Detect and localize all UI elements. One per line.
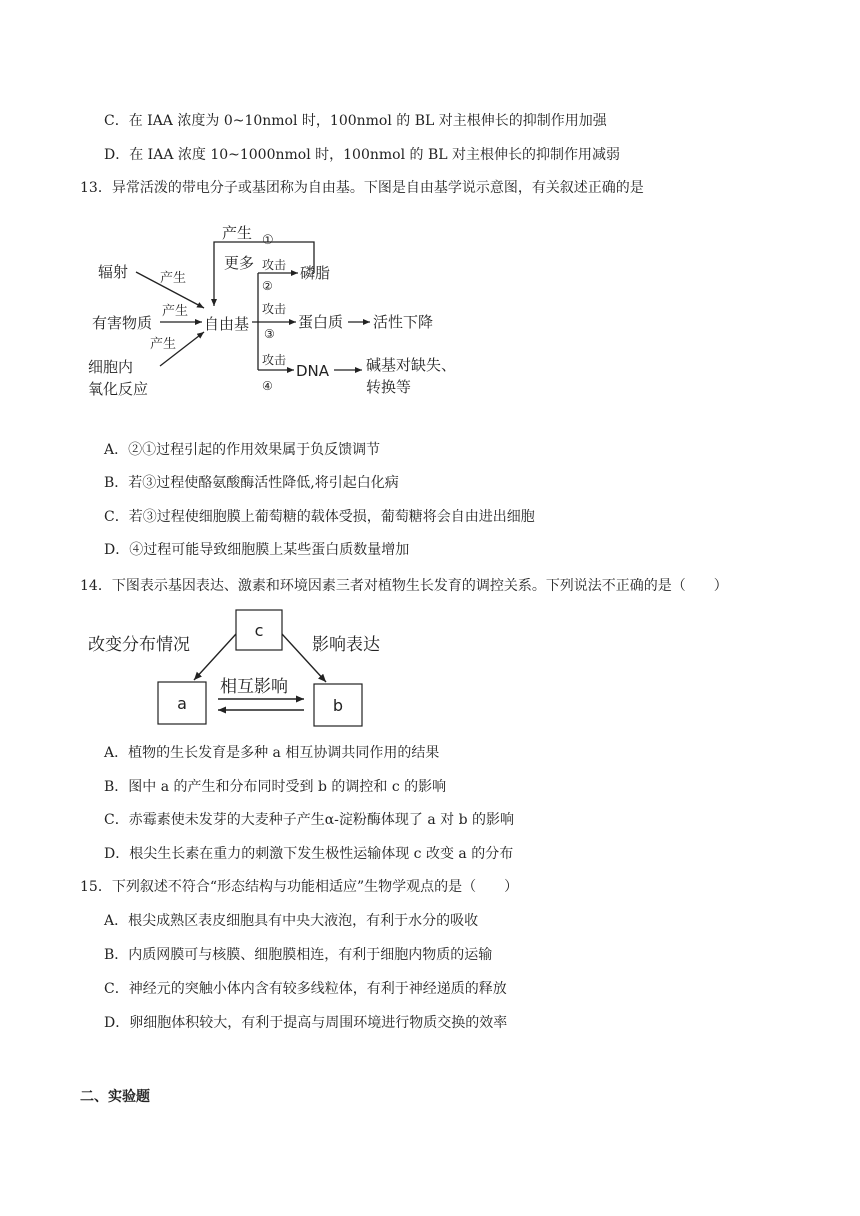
free-radical: 自由基	[204, 315, 250, 333]
q15-option-d: D．卵细胞体积较大，有利于提高与周围环境进行物质交换的效率	[104, 1015, 508, 1031]
produce-label-2: 产生	[162, 304, 189, 319]
box-b-label: b	[332, 696, 344, 715]
source-cell-line2: 氧化反应	[88, 380, 149, 398]
base-change-line1: 碱基对缺失、	[366, 356, 457, 374]
source-harmful: 有害物质	[92, 314, 153, 332]
q13-stem: 13．异常活泼的带电分子或基团称为自由基。下图是自由基学说示意图，有关叙述正确的是	[80, 180, 644, 196]
source-cell-line1: 细胞内	[88, 358, 134, 376]
process-2: ②	[262, 279, 273, 293]
protein: 蛋白质	[298, 313, 344, 331]
attack-label-3: 攻击	[262, 353, 287, 367]
q12-option-c: C．在 IAA 浓度为 0~10nmol 时，100nmol 的 BL 对主根伸长的抑制作用加强	[104, 113, 607, 129]
mid-label: 相互影响	[220, 677, 288, 697]
dna: DNA	[296, 362, 330, 380]
q13-option-a: A．②①过程引起的作用效果属于负反馈调节	[104, 442, 381, 458]
q14-option-a: A．植物的生长发育是多种 a 相互协调共同作用的结果	[104, 745, 440, 761]
produce-label-1: 产生	[160, 271, 187, 286]
attack-label-2: 攻击	[262, 302, 287, 316]
box-a-label: a	[177, 694, 187, 713]
attack-label-1: 攻击	[262, 258, 287, 272]
free-radical-diagram	[80, 218, 480, 408]
activity-down: 活性下降	[373, 313, 434, 331]
q14-option-c: C．赤霉素使未发芽的大麦种子产生α-淀粉酶体现了 a 对 b 的影响	[104, 812, 515, 828]
more-label: 更多	[224, 254, 255, 272]
q12-option-d: D．在 IAA 浓度 10~1000nmol 时，100nmol 的 BL 对主根伸长的抑制作用减弱	[104, 147, 621, 163]
phospholipid: 磷脂	[300, 264, 331, 282]
q15-option-a: A．根尖成熟区表皮细胞具有中央大液泡，有利于水分的吸收	[104, 913, 479, 929]
produce-label-loop: 产生	[222, 224, 253, 242]
q14-option-d: D．根尖生长素在重力的刺激下发生极性运输体现 c 改变 a 的分布	[104, 846, 514, 862]
q15-option-b: B．内质网膜可与核膜、细胞膜相连，有利于细胞内物质的运输	[104, 947, 493, 963]
q13-option-b: B．若③过程使酪氨酸酶活性降低,将引起白化病	[104, 475, 399, 491]
q13-option-c: C．若③过程使细胞膜上葡萄糖的载体受损，葡萄糖将会自由进出细胞	[104, 509, 535, 525]
regulation-diagram	[86, 604, 406, 730]
box-c-label: c	[254, 621, 264, 640]
process-1: ①	[262, 233, 274, 248]
q15-stem: 15．下列叙述不符合“形态结构与功能相适应”生物学观点的是（ ）	[80, 879, 519, 895]
left-label: 改变分布情况	[88, 635, 190, 655]
base-change-line2: 转换等	[366, 378, 412, 396]
q14-stem: 14．下图表示基因表达、激素和环境因素三者对植物生长发育的调控关系。下列说法不正确的是（ ）	[80, 578, 728, 594]
q14-option-b: B．图中 a 的产生和分布同时受到 b 的调控和 c 的影响	[104, 779, 447, 795]
produce-label-3: 产生	[150, 337, 177, 352]
process-3: ③	[264, 327, 275, 341]
section-heading: 二、实验题	[80, 1089, 150, 1105]
q13-option-d: D．④过程可能导致细胞膜上某些蛋白质数量增加	[104, 542, 410, 558]
process-4: ④	[262, 379, 273, 393]
q15-option-c: C．神经元的突触小体内含有较多线粒体，有利于神经递质的释放	[104, 981, 507, 997]
source-radiation: 辐射	[98, 263, 129, 281]
right-label: 影响表达	[312, 635, 380, 655]
